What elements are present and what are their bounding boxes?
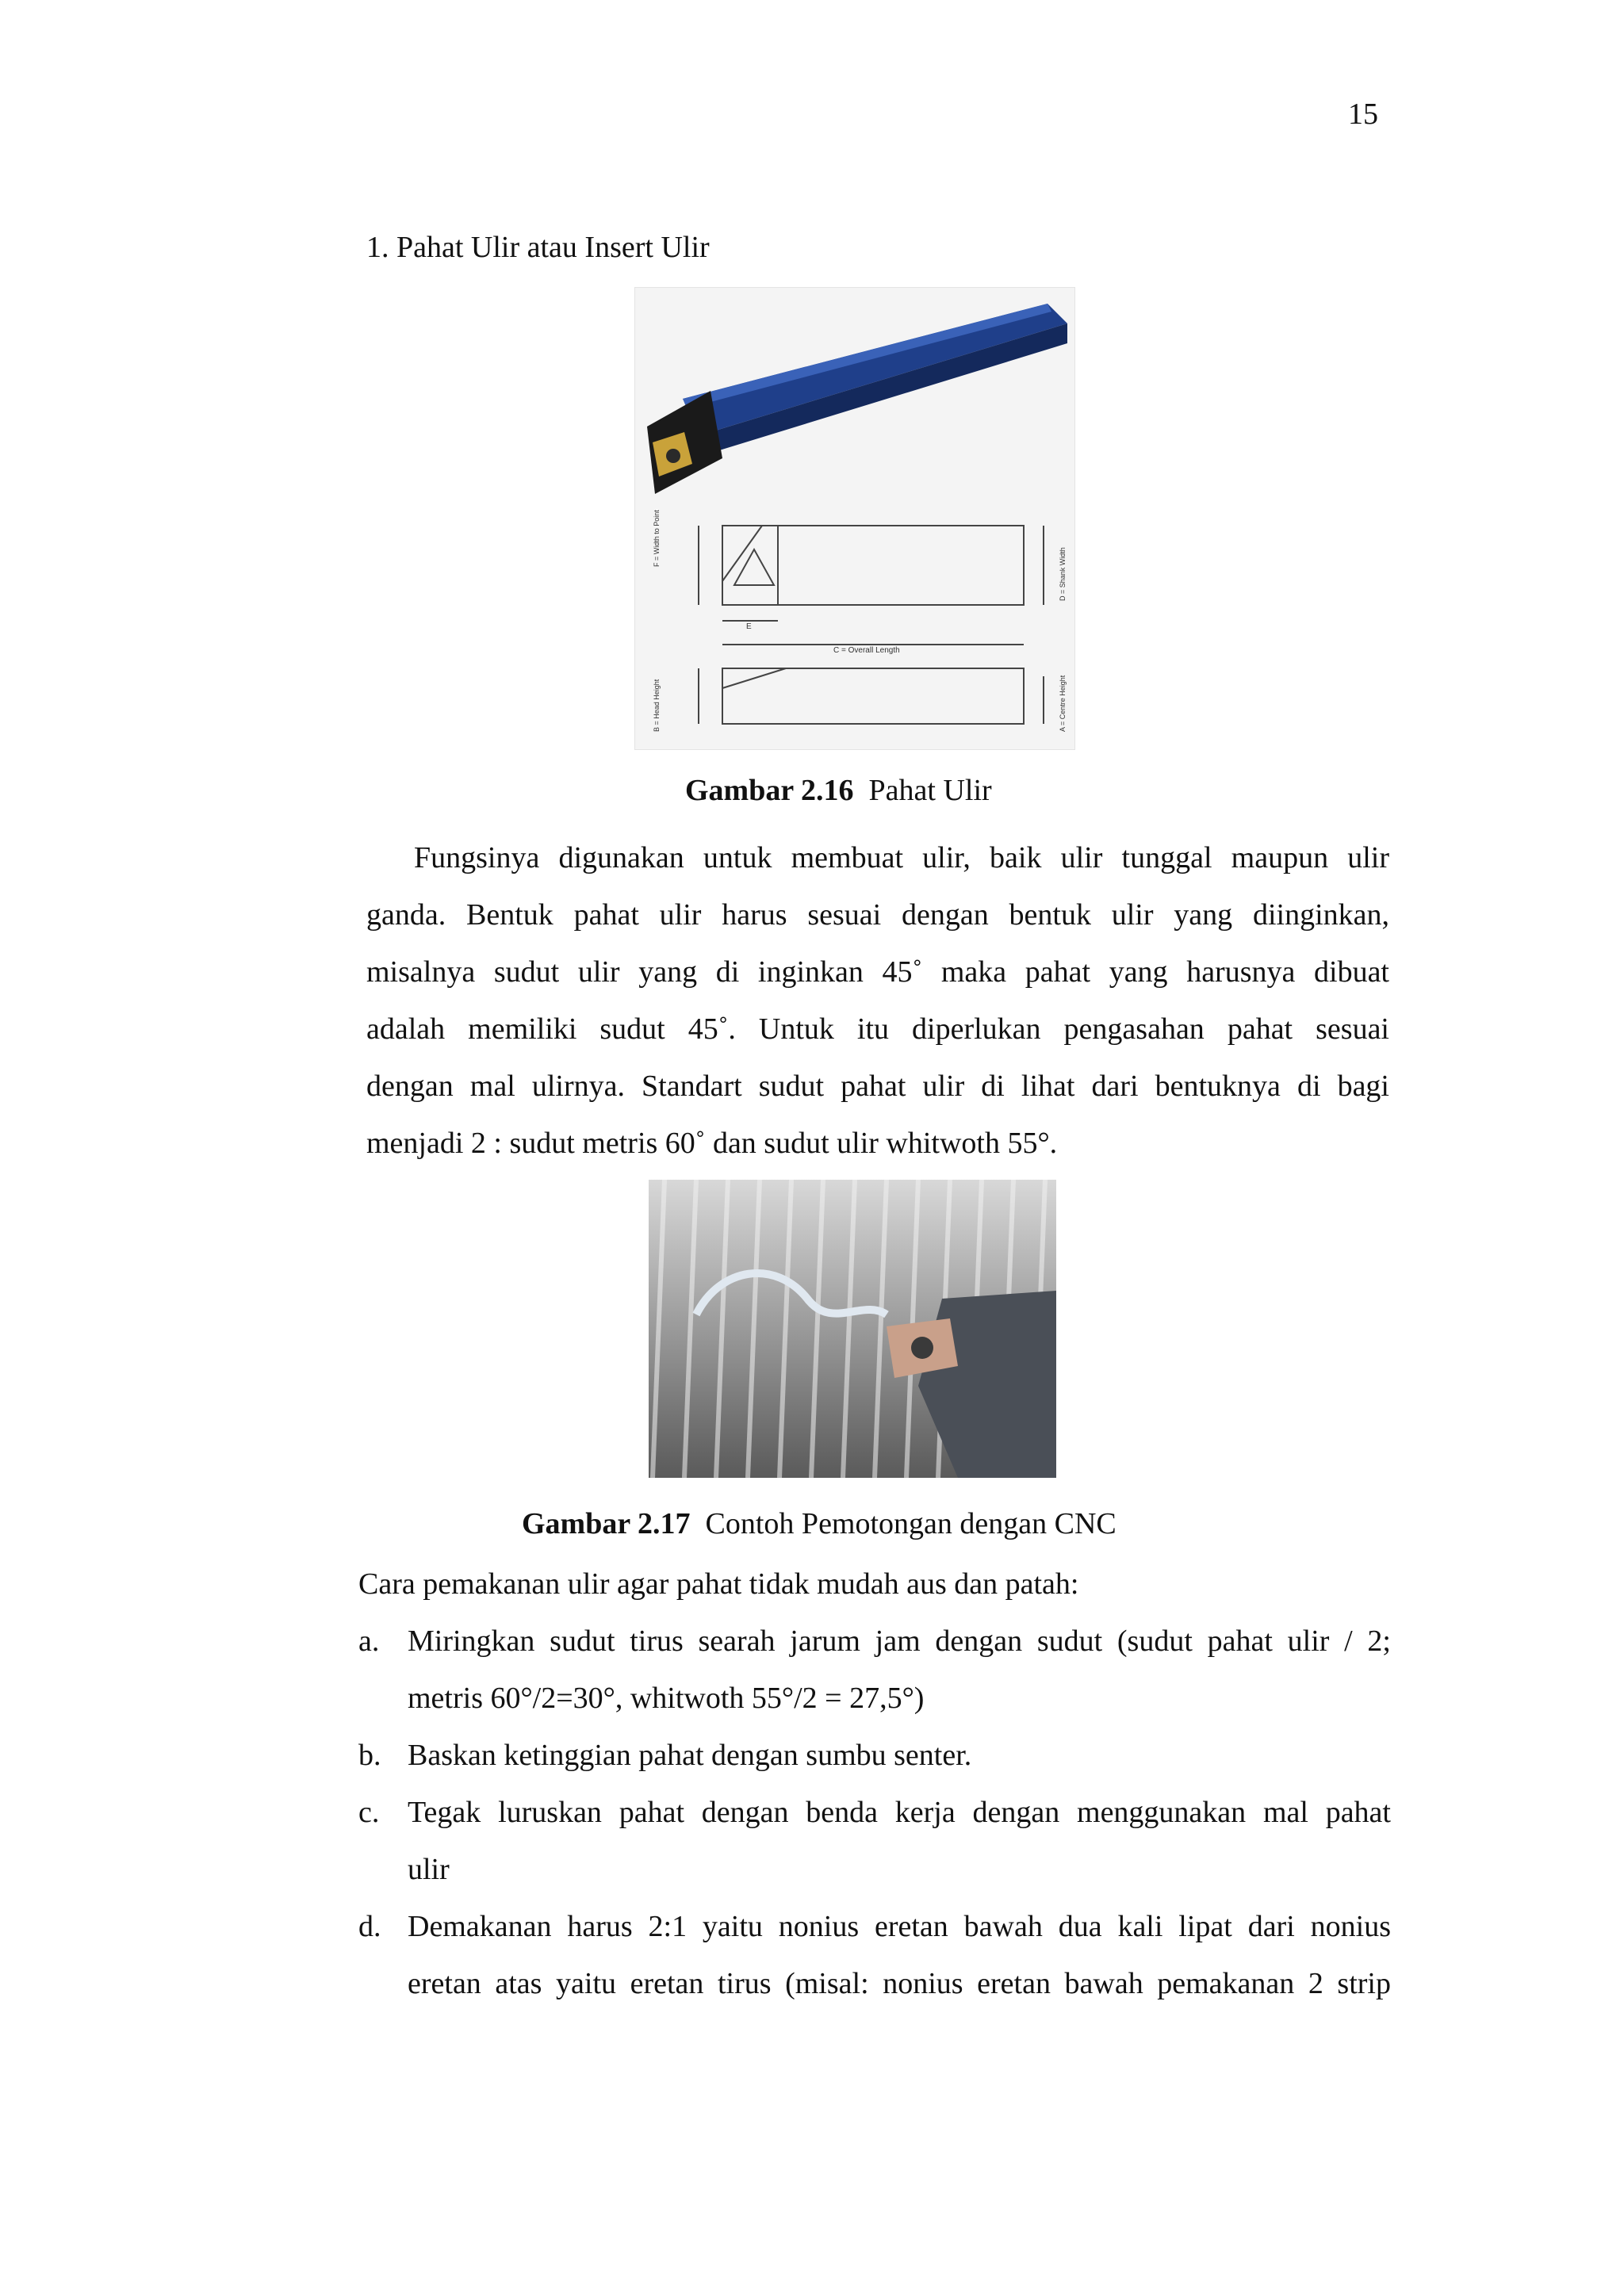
list-item-line: metris 60°/2=30°, whitwoth 55°/2 = 27,5°) xyxy=(408,1682,925,1715)
list-item-line: Tegak luruskan pahat dengan benda kerja dengan menggunakan mal pahat xyxy=(408,1796,1391,1829)
paragraph-line: menjadi 2 : sudut metris 60˚ dan sudut ulir whitwoth 55°. xyxy=(366,1127,1058,1160)
diagram-label-e: E xyxy=(746,622,752,631)
list-marker: a. xyxy=(358,1624,380,1658)
list-item-line: ulir xyxy=(408,1853,450,1886)
paragraph-line: ganda. Bentuk pahat ulir harus sesuai dengan bentuk ulir yang diinginkan, xyxy=(366,898,1389,932)
list-item-line: eretan atas yaitu eretan tirus (misal: nonius eretan bawah pemakanan 2 strip xyxy=(408,1967,1391,2000)
list-intro: Cara pemakanan ulir agar pahat tidak mudah aus dan patah: xyxy=(358,1567,1079,1601)
list-marker: b. xyxy=(358,1739,381,1772)
paragraph-line: dengan mal ulirnya. Standart sudut pahat ulir di lihat dari bentuknya di bagi xyxy=(366,1070,1389,1103)
diagram-label-overall-length: C = Overall Length xyxy=(833,646,900,655)
diagram-label-centre-height: A = Centre Height xyxy=(1059,675,1067,732)
list-marker: d. xyxy=(358,1910,381,1943)
figure-threading-tool xyxy=(634,287,1075,750)
figure-caption-2-17 xyxy=(522,1506,1116,1541)
figure-label: Gambar 2.17 xyxy=(522,1507,691,1540)
paragraph-line: Fungsinya digunakan untuk membuat ulir, baik ulir tunggal maupun ulir xyxy=(414,841,1389,874)
diagram-label-width-to-point: F = Width to Point xyxy=(653,510,661,567)
paragraph-line: adalah memiliki sudut 45˚. Untuk itu diperlukan pengasahan pahat sesuai xyxy=(366,1012,1389,1046)
diagram-label-shank-width: D = Shank Width xyxy=(1059,547,1067,601)
list-item-line: Baskan ketinggian pahat dengan sumbu senter. xyxy=(408,1739,972,1772)
page-number: 15 xyxy=(1348,98,1378,131)
list-item-line: Miringkan sudut tirus searah jarum jam dengan sudut (sudut pahat ulir / 2; xyxy=(408,1624,1391,1658)
section-heading: 1. Pahat Ulir atau Insert Ulir xyxy=(366,231,710,264)
list-item-line: Demakanan harus 2:1 yaitu nonius eretan bawah dua kali lipat dari nonius xyxy=(408,1910,1391,1943)
diagram-label-head-height: B = Head Height xyxy=(653,679,661,732)
list-marker: c. xyxy=(358,1796,380,1829)
figure-caption-text: Contoh Pemotongan dengan CNC xyxy=(705,1507,1116,1540)
figure-label: Gambar 2.16 xyxy=(685,774,854,807)
figure-cnc-threading-photo xyxy=(649,1180,1056,1478)
figure-caption-text: Pahat Ulir xyxy=(868,774,992,807)
paragraph-line: misalnya sudut ulir yang di inginkan 45˚ maka pahat yang harusnya dibuat xyxy=(366,955,1389,989)
figure-caption-2-16 xyxy=(685,773,992,808)
